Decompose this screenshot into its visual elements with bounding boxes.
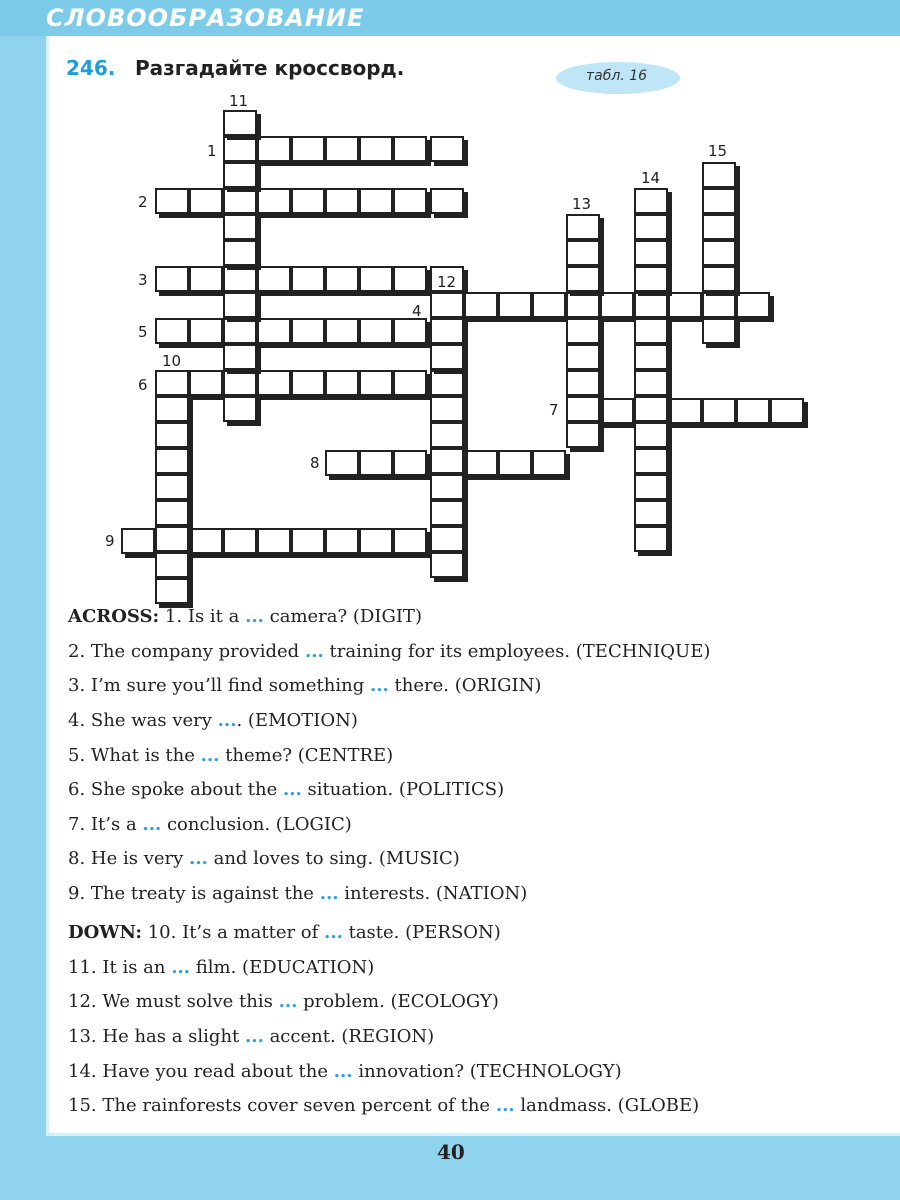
crossword-cell[interactable] xyxy=(736,292,770,318)
clue-number-label: 6 xyxy=(138,376,148,394)
crossword-cell[interactable] xyxy=(634,370,668,396)
clue-number: 13. xyxy=(68,1026,97,1047)
blank-dots: ... xyxy=(245,606,264,627)
crossword-cell[interactable] xyxy=(121,528,155,554)
crossword-cell[interactable] xyxy=(155,474,189,500)
across-clue xyxy=(68,675,541,696)
crossword-cell[interactable] xyxy=(393,370,427,396)
clue-number: 14. xyxy=(68,1061,97,1082)
clue-text-after: . (EMOTION) xyxy=(236,710,358,731)
crossword-cell[interactable] xyxy=(359,266,393,292)
clue-number-label: 11 xyxy=(229,92,249,110)
crossword-cell[interactable] xyxy=(257,136,291,162)
crossword-cell[interactable] xyxy=(189,266,223,292)
clue-text-after: theme? (CENTRE) xyxy=(225,745,394,766)
crossword-cell[interactable] xyxy=(291,136,325,162)
crossword-cell[interactable] xyxy=(634,188,668,214)
clue-number-label: 10 xyxy=(162,352,182,370)
crossword-cell[interactable] xyxy=(634,500,668,526)
clue-number: 9. xyxy=(68,883,86,904)
crossword-cell[interactable] xyxy=(393,318,427,344)
clue-number: 7. xyxy=(68,814,86,835)
crossword-cell[interactable] xyxy=(291,188,325,214)
crossword-cell[interactable] xyxy=(257,266,291,292)
clue-number-label: 9 xyxy=(105,532,115,550)
clue-text-before: She spoke about the xyxy=(90,779,278,800)
badge-label: табл. 16 xyxy=(586,68,648,84)
crossword-cell[interactable] xyxy=(430,344,464,370)
crossword-cell[interactable] xyxy=(430,370,464,396)
clue-number-label: 5 xyxy=(138,323,148,341)
crossword-cell[interactable] xyxy=(257,528,291,554)
crossword-cell[interactable] xyxy=(223,240,257,266)
down-clue xyxy=(68,1061,622,1082)
crossword-cell[interactable] xyxy=(634,240,668,266)
crossword-cell[interactable] xyxy=(634,214,668,240)
clue-text-before: I’m sure you’ll find something xyxy=(90,675,365,696)
crossword-cell[interactable] xyxy=(257,188,291,214)
crossword-cell[interactable] xyxy=(702,266,736,292)
crossword-cell[interactable] xyxy=(566,318,600,344)
crossword-cell[interactable] xyxy=(430,318,464,344)
crossword-cell[interactable] xyxy=(155,500,189,526)
crossword-cell[interactable] xyxy=(223,188,257,214)
crossword-cell[interactable] xyxy=(325,136,359,162)
crossword-cell[interactable] xyxy=(702,240,736,266)
blank-dots: ... xyxy=(171,957,191,978)
crossword-cell[interactable] xyxy=(223,396,257,422)
crossword-cell[interactable] xyxy=(223,136,257,162)
crossword-cell[interactable] xyxy=(634,396,668,422)
crossword-cell[interactable] xyxy=(223,370,257,396)
crossword-cell[interactable] xyxy=(325,266,359,292)
crossword-cell[interactable] xyxy=(189,370,223,396)
crossword-cell[interactable] xyxy=(325,188,359,214)
clue-text-before: He is very xyxy=(90,848,184,869)
clue-text-before: The treaty is against the xyxy=(90,883,314,904)
crossword-cell[interactable] xyxy=(566,214,600,240)
crossword-cell[interactable] xyxy=(257,318,291,344)
clue-text-after: taste. (PERSON) xyxy=(348,922,501,943)
crossword-cell[interactable] xyxy=(291,528,325,554)
blank-dots: ... xyxy=(142,814,162,835)
crossword-cell[interactable] xyxy=(155,578,189,604)
clue-number-label: 15 xyxy=(708,142,728,160)
crossword-cell[interactable] xyxy=(430,500,464,526)
crossword-cell[interactable] xyxy=(359,370,393,396)
crossword-cell[interactable] xyxy=(257,370,291,396)
crossword-cell[interactable] xyxy=(430,552,464,578)
crossword-cell[interactable] xyxy=(600,292,634,318)
clue-text-after: situation. (POLITICS) xyxy=(307,779,505,800)
clue-text-after: and loves to sing. (MUSIC) xyxy=(213,848,460,869)
crossword-cell[interactable] xyxy=(223,292,257,318)
down-clue xyxy=(68,991,499,1012)
clue-text-before: She was very xyxy=(90,710,212,731)
blank-dots: ... xyxy=(189,848,208,869)
crossword-cell[interactable] xyxy=(325,450,359,476)
crossword-cell[interactable] xyxy=(189,318,223,344)
crossword-cell[interactable] xyxy=(430,396,464,422)
across-heading: ACROSS: xyxy=(68,606,160,627)
crossword-cell[interactable] xyxy=(702,188,736,214)
crossword-cell[interactable] xyxy=(223,162,257,188)
crossword-cell[interactable] xyxy=(566,396,600,422)
crossword-cell[interactable] xyxy=(430,422,464,448)
crossword-cell[interactable] xyxy=(393,136,427,162)
blank-dots: ... xyxy=(333,1061,353,1082)
crossword-cell[interactable] xyxy=(359,188,393,214)
down-clue xyxy=(68,922,501,943)
clue-text-before: The rainforests cover seven percent of the xyxy=(102,1095,491,1116)
crossword-cell[interactable] xyxy=(359,318,393,344)
crossword-cell[interactable] xyxy=(532,450,566,476)
crossword-cell[interactable] xyxy=(566,266,600,292)
crossword-cell[interactable] xyxy=(155,552,189,578)
crossword-cell[interactable] xyxy=(155,266,189,292)
clue-number: 4. xyxy=(68,710,86,731)
crossword-cell[interactable] xyxy=(634,526,668,552)
blank-dots: ... xyxy=(324,922,343,943)
crossword-cell[interactable] xyxy=(223,110,257,136)
across-clue xyxy=(68,883,527,904)
clue-number: 5. xyxy=(68,745,86,766)
clue-number: 12. xyxy=(68,991,97,1012)
crossword-cell[interactable] xyxy=(155,526,189,552)
clue-number: 8. xyxy=(68,848,86,869)
blank-dots: ... xyxy=(495,1095,515,1116)
clue-text-before: The company provided xyxy=(90,641,300,662)
crossword-cell[interactable] xyxy=(566,344,600,370)
crossword-cell[interactable] xyxy=(430,188,464,214)
crossword-cell[interactable] xyxy=(566,370,600,396)
clue-number-label: 13 xyxy=(572,195,592,213)
clue-text-before: What is the xyxy=(90,745,195,766)
down-clue xyxy=(68,957,374,978)
clue-text-before: It’s a xyxy=(90,814,137,835)
crossword-cell[interactable] xyxy=(325,528,359,554)
clue-text-after: landmass. (GLOBE) xyxy=(520,1095,700,1116)
crossword-cell[interactable] xyxy=(702,292,736,318)
crossword-cell[interactable] xyxy=(189,528,223,554)
exercise-number: 246. xyxy=(66,56,116,80)
crossword-cell[interactable] xyxy=(498,292,532,318)
clue-text-after: film. (EDUCATION) xyxy=(195,957,375,978)
crossword-cell[interactable] xyxy=(189,188,223,214)
crossword-cell[interactable] xyxy=(668,292,702,318)
across-clue xyxy=(68,848,460,869)
crossword-cell[interactable] xyxy=(736,398,770,424)
clue-number-label: 4 xyxy=(412,302,422,320)
crossword-cell[interactable] xyxy=(634,292,668,318)
crossword-cell[interactable] xyxy=(393,450,427,476)
crossword-cell[interactable] xyxy=(634,448,668,474)
crossword-cell[interactable] xyxy=(393,528,427,554)
crossword-cell[interactable] xyxy=(702,214,736,240)
across-clue xyxy=(68,814,352,835)
clue-text-after: conclusion. (LOGIC) xyxy=(166,814,352,835)
crossword-cell[interactable] xyxy=(223,266,257,292)
across-clue xyxy=(68,745,393,766)
across-clue xyxy=(68,779,504,800)
crossword-cell[interactable] xyxy=(155,422,189,448)
crossword-cell[interactable] xyxy=(325,370,359,396)
crossword-cell[interactable] xyxy=(393,266,427,292)
crossword-cell[interactable] xyxy=(464,450,498,476)
crossword-cell[interactable] xyxy=(430,136,464,162)
clue-number-label: 7 xyxy=(549,401,559,419)
clue-text-after: camera? (DIGIT) xyxy=(269,606,422,627)
section-title: СЛОВООБРАЗОВАНИЕ xyxy=(46,4,365,32)
clue-number: 1. xyxy=(164,606,183,627)
crossword-cell[interactable] xyxy=(291,266,325,292)
blank-dots: ... xyxy=(304,641,324,662)
crossword-cell[interactable] xyxy=(566,240,600,266)
crossword-cell[interactable] xyxy=(155,448,189,474)
clue-number-label: 14 xyxy=(641,169,661,187)
crossword-cell[interactable] xyxy=(668,398,702,424)
blank-dots: ... xyxy=(217,710,237,731)
blank-dots: ... xyxy=(282,779,302,800)
crossword-cell[interactable] xyxy=(155,188,189,214)
across-clue xyxy=(68,606,422,627)
down-heading: DOWN: xyxy=(68,922,142,943)
crossword-cell[interactable] xyxy=(291,370,325,396)
clue-number-label: 1 xyxy=(207,142,217,160)
crossword-cell[interactable] xyxy=(430,474,464,500)
clue-text-after: there. (ORIGIN) xyxy=(394,675,542,696)
crossword-cell[interactable] xyxy=(634,474,668,500)
crossword-cell[interactable] xyxy=(430,448,464,474)
clue-number: 11. xyxy=(68,957,97,978)
page-number: 40 xyxy=(437,1140,465,1164)
clue-number: 2. xyxy=(68,641,86,662)
clue-number-label: 12 xyxy=(437,273,457,291)
clue-text-before: He has a slight xyxy=(102,1026,240,1047)
crossword-cell[interactable] xyxy=(223,528,257,554)
blank-dots: ... xyxy=(278,991,298,1012)
clue-number-label: 2 xyxy=(138,193,148,211)
crossword-cell[interactable] xyxy=(464,292,498,318)
crossword-cell[interactable] xyxy=(566,422,600,448)
clue-number-label: 3 xyxy=(138,271,148,289)
crossword-cell[interactable] xyxy=(566,292,600,318)
clue-text-after: interests. (NATION) xyxy=(344,883,528,904)
clue-text-before: Is it a xyxy=(187,606,240,627)
crossword-cell[interactable] xyxy=(600,398,634,424)
clue-number: 10. xyxy=(147,922,177,943)
crossword-cell[interactable] xyxy=(155,370,189,396)
clue-text-before: It’s a matter of xyxy=(182,922,319,943)
crossword-cell[interactable] xyxy=(702,318,736,344)
clue-text-after: accent. (REGION) xyxy=(269,1026,435,1047)
clue-number: 6. xyxy=(68,779,86,800)
crossword-cell[interactable] xyxy=(430,292,464,318)
exercise-instruction: Разгадайте кроссворд. xyxy=(135,56,405,80)
crossword-cell[interactable] xyxy=(223,214,257,240)
crossword-cell[interactable] xyxy=(291,318,325,344)
crossword-cell[interactable] xyxy=(325,318,359,344)
crossword-cell[interactable] xyxy=(498,450,532,476)
crossword-cell[interactable] xyxy=(634,318,668,344)
across-clue xyxy=(68,641,710,662)
crossword-cell[interactable] xyxy=(223,318,257,344)
crossword-cell[interactable] xyxy=(359,450,393,476)
blank-dots: ... xyxy=(369,675,389,696)
crossword-cell[interactable] xyxy=(634,344,668,370)
blank-dots: ... xyxy=(245,1026,264,1047)
blank-dots: ... xyxy=(200,745,220,766)
clue-number-label: 8 xyxy=(310,454,320,472)
clue-text-before: We must solve this xyxy=(102,991,273,1012)
clue-text-after: training for its employees. (TECHNIQUE) xyxy=(329,641,711,662)
blank-dots: ... xyxy=(319,883,339,904)
crossword-cell[interactable] xyxy=(359,528,393,554)
across-clue xyxy=(68,710,358,731)
clue-number: 3. xyxy=(68,675,86,696)
clue-number: 15. xyxy=(68,1095,97,1116)
down-clue xyxy=(68,1095,699,1116)
crossword-cell[interactable] xyxy=(770,398,804,424)
crossword-cell[interactable] xyxy=(702,398,736,424)
table-reference-badge xyxy=(556,62,680,94)
crossword-cell[interactable] xyxy=(634,422,668,448)
clue-text-after: innovation? (TECHNOLOGY) xyxy=(358,1061,622,1082)
crossword-cell[interactable] xyxy=(532,292,566,318)
clue-text-before: It is an xyxy=(102,957,166,978)
crossword-cell[interactable] xyxy=(430,526,464,552)
clue-text-before: Have you read about the xyxy=(102,1061,329,1082)
clue-text-after: problem. (ECOLOGY) xyxy=(303,991,499,1012)
crossword-cell[interactable] xyxy=(393,188,427,214)
crossword-cell[interactable] xyxy=(155,318,189,344)
crossword-cell[interactable] xyxy=(634,266,668,292)
crossword-cell[interactable] xyxy=(223,344,257,370)
crossword-cell[interactable] xyxy=(702,162,736,188)
down-clue xyxy=(68,1026,434,1047)
crossword-cell[interactable] xyxy=(155,396,189,422)
crossword-cell[interactable] xyxy=(359,136,393,162)
